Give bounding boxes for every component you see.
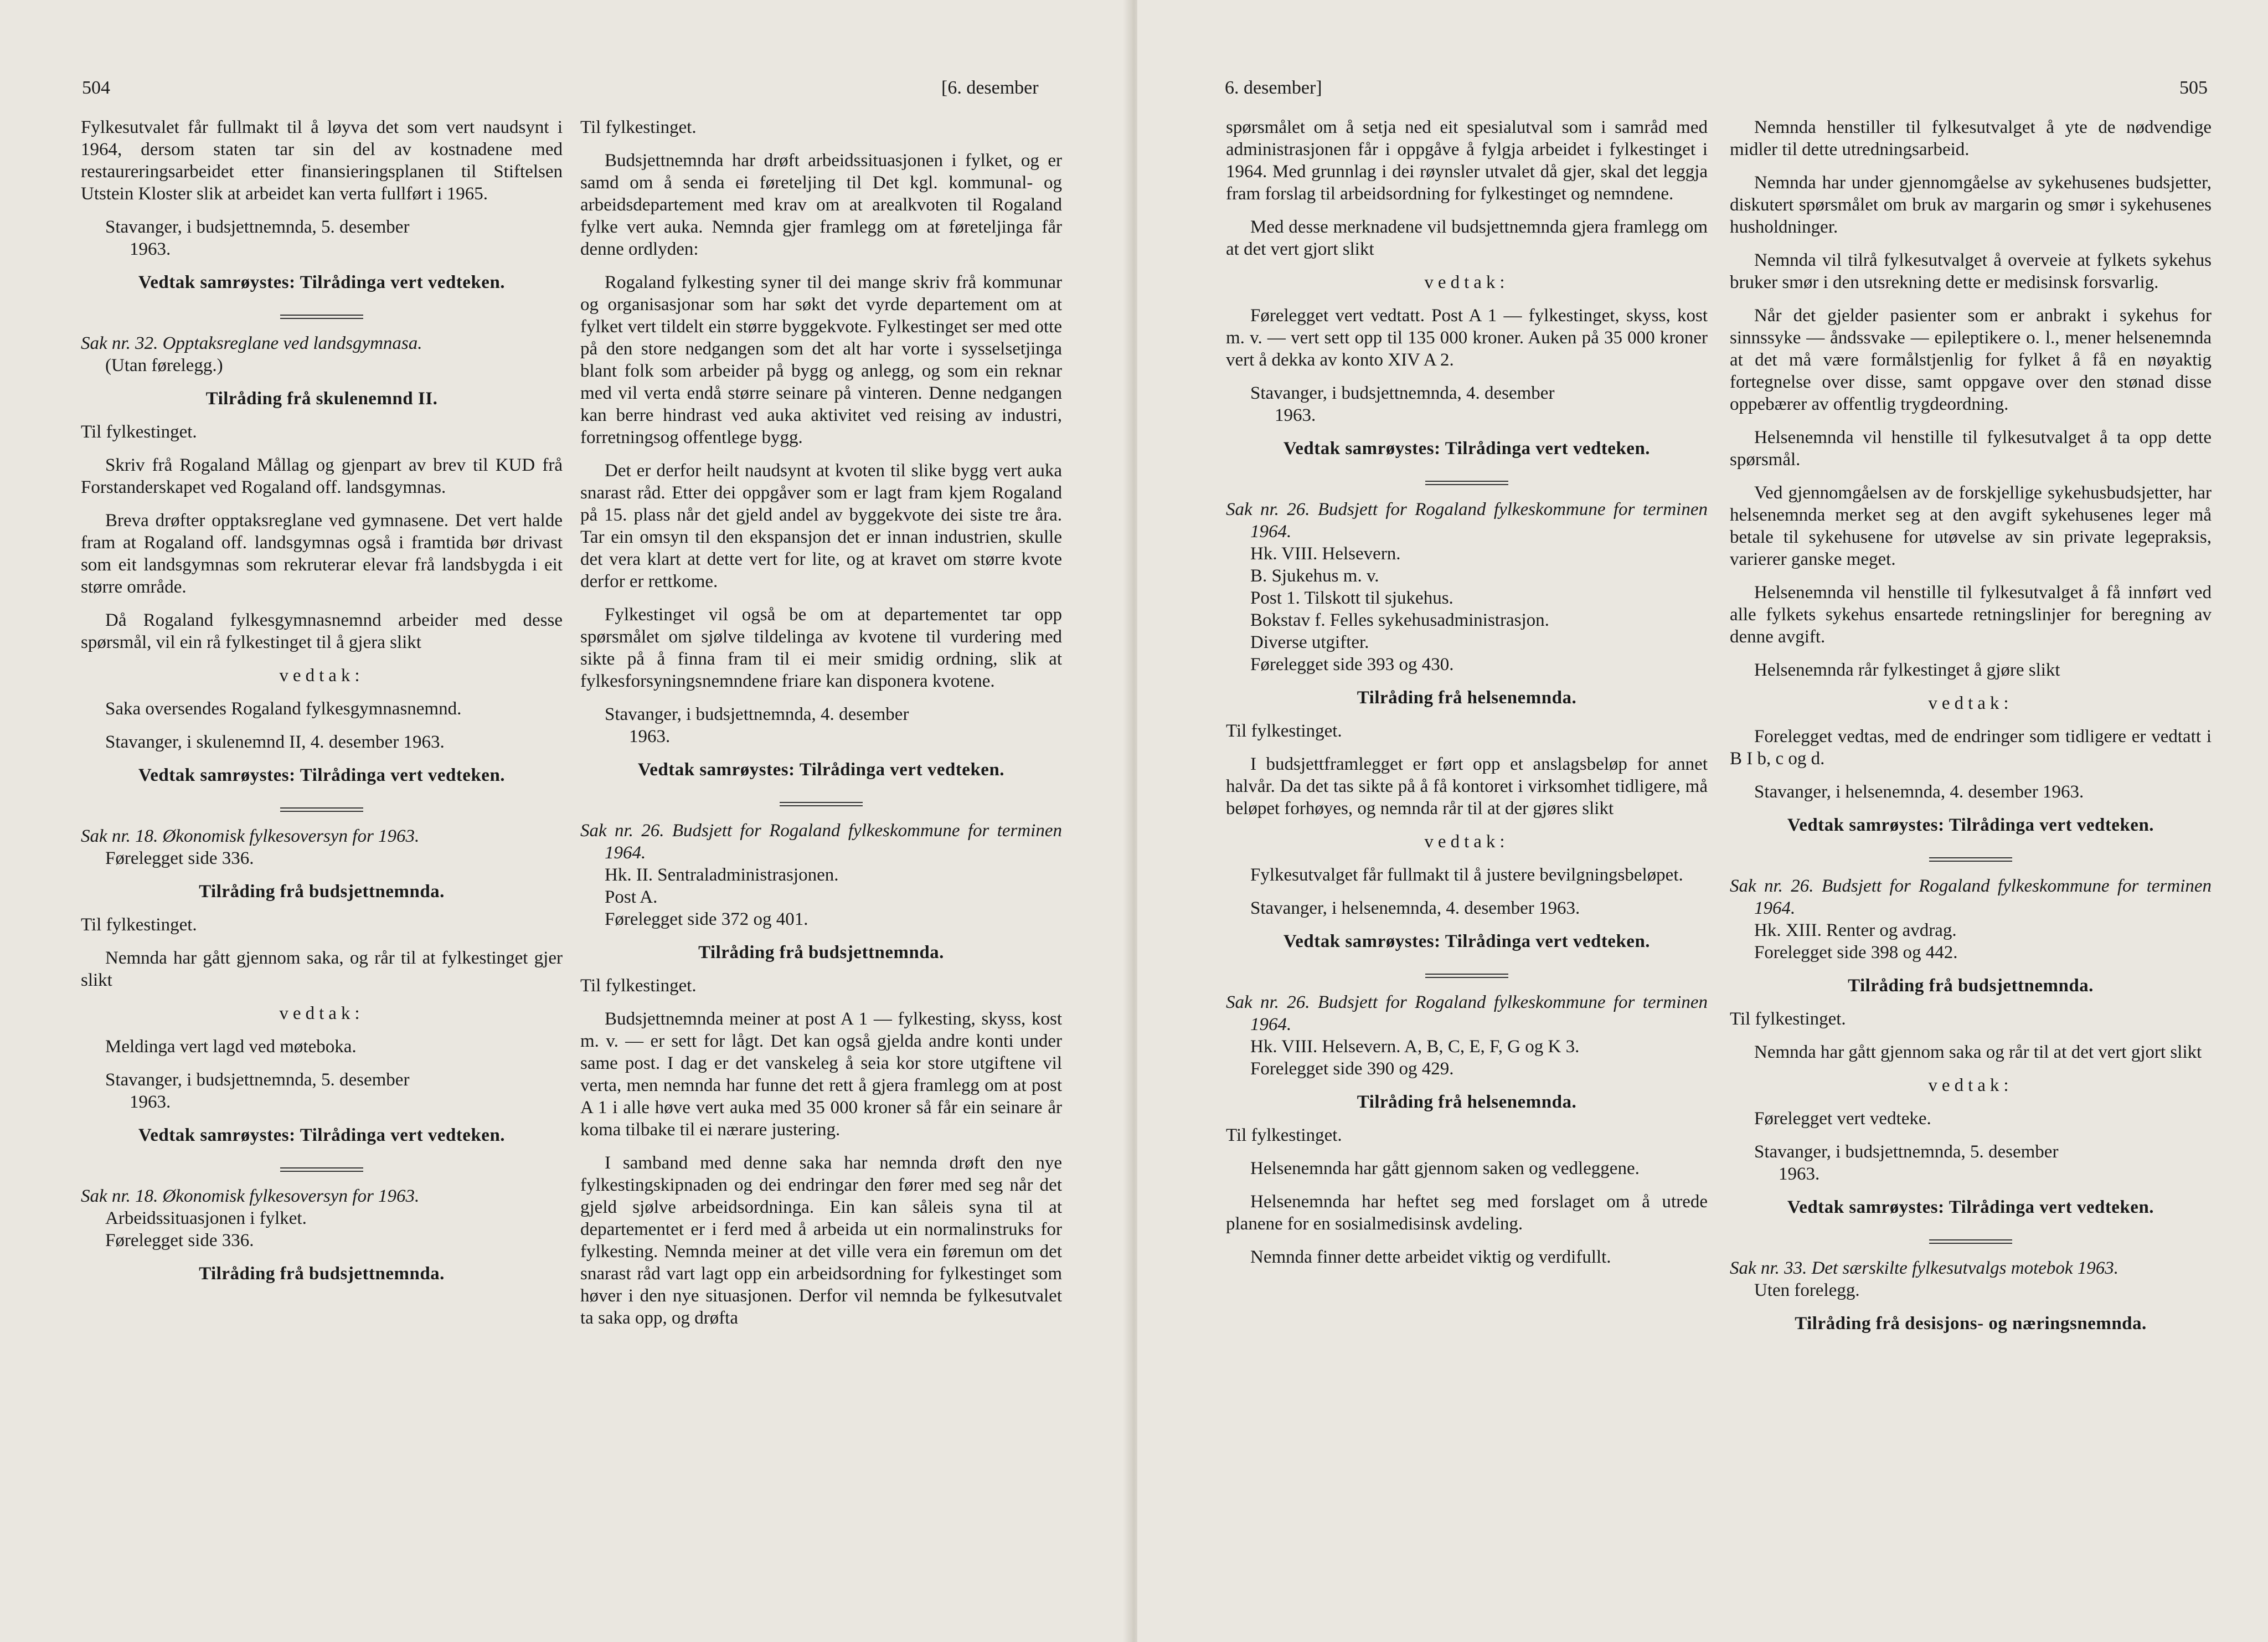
paragraph: Førelegget vert vedteke. (1754, 1109, 1931, 1129)
spacer (81, 260, 563, 271)
vedtak-label: vedtak: (279, 1003, 364, 1023)
case-detail: Bokstav f. Felles sykehusadministrasjon. (1250, 610, 1549, 630)
signature-year: 1963. (130, 1092, 171, 1112)
spacer (1730, 1218, 2212, 1229)
case-detail: (Utan førelegg.) (105, 356, 223, 375)
section-heading: Tilråding frå helsenemnda. (1357, 1092, 1577, 1112)
text-column (1226, 116, 1708, 1279)
signature-line (81, 1069, 563, 1113)
spacer (1226, 953, 1708, 964)
spacer (580, 260, 1062, 271)
section-heading: Tilråding frå desisjons- og næringsnemnda. (1795, 1314, 2147, 1334)
case-detail: Forelegget side 390 og 429. (1250, 1059, 1454, 1079)
spacer (81, 498, 563, 509)
case-detail: Hk. VIII. Helsevern. A, B, C, E, F, G og K 3. (1250, 1037, 1580, 1057)
spacer (1226, 1235, 1708, 1246)
paragraph: Nemnda finner dette arbeidet viktig og verdifullt. (1250, 1247, 1611, 1267)
spacer (81, 598, 563, 609)
case-detail: Post 1. Tilskott til sjukehus. (1250, 588, 1453, 608)
spacer (81, 653, 563, 665)
spacer (1226, 1113, 1708, 1124)
case-heading (81, 332, 563, 377)
signature-line (1226, 382, 1708, 426)
case-detail: Førelegget side 372 og 401. (605, 909, 808, 929)
section-divider (1929, 1239, 2012, 1244)
signature-line (81, 731, 563, 753)
case-title: Sak nr. 26. Budsjett for Rogaland fylkeskommune for terminen 1964. (580, 821, 1062, 863)
case-title: Sak nr. 32. Opptaksreglane ved landsgymnasa. (81, 333, 422, 353)
section-heading: Tilråding frå helsenemnda. (1357, 688, 1577, 708)
paragraph: Med desse merknadene vil budsjettnemnda gjera framlegg om at det vert gjort slikt (1226, 217, 1708, 259)
section-divider (1929, 857, 2012, 862)
case-detail: Hk. XIII. Renter og avdrag. (1754, 920, 1957, 940)
case-detail: Førelegget side 336. (105, 1231, 254, 1250)
spacer (81, 1146, 563, 1157)
spacer (1226, 205, 1708, 216)
spacer (580, 1141, 1062, 1152)
case-heading (580, 820, 1062, 930)
case-detail: Post A. (605, 887, 658, 907)
signature-year: 1963. (130, 239, 171, 259)
spacer (1226, 294, 1708, 305)
paragraph: I samband med denne saka har nemnda drøft den nye fylkestingskipnaden og dei endringar den fører med seg når det gjeld sjølve arbeidsordninga. Ein kan såleis syna til at departementet er i ferd med å arbeida ut ein normalinstruks for fylkesting. Nemnda meiner at det ville vera ein føremun om det snarast råd vart lagt opp ein arbeidsordning for fylkestinget som høver i den nye situasjonen. Derfor vil nemnda be fylkesutvalet ta saka opp, og drøfta (580, 1153, 1062, 1328)
paragraph: Helsenemnda vil henstille til fylkesutvalget å få innført ved alle fylkets sykehus ensartede retningslinjer for beregning av denne avgift. (1730, 583, 2212, 647)
paragraph: Fylkesutvalet får fullmakt til å løyva det som vert naudsynt i 1964, dersom staten tar sin del av kostnadene med restaureringsarbeidet etter finansieringsplanen til Stiftelsen Utstein Kloster slik at arbeidet kan verta fullført i 1965. (81, 117, 563, 204)
text-column (81, 116, 563, 1296)
spacer (580, 449, 1062, 460)
signature-place-date: Stavanger, i budsjettnemnda, 4. desember (605, 704, 909, 724)
signature-year: 1963. (1275, 405, 1316, 425)
signature-line (1226, 897, 1708, 919)
spacer (81, 1252, 563, 1263)
paragraph: Når det gjelder pasienter som er anbrakt i sykehus for sinnssyke — åndssvake — epileptikere o. l., mener helsenemnda at det må være formålstjenlig for fylket å få en nøyaktig fortegnelse over disse, samt oppgave over den stønad disse oppebærer av offentlig trygdeordning. (1730, 306, 2212, 414)
signature-line (81, 216, 563, 260)
spacer (81, 753, 563, 764)
paragraph: Meldinga vert lagd ved møteboka. (105, 1037, 357, 1057)
case-detail: Førelegget side 393 og 430. (1250, 655, 1454, 675)
paragraph: Nemnda har gått gjennom saka og rår til at det vert gjort slikt (1754, 1042, 2202, 1062)
spacer (1226, 820, 1708, 831)
paragraph: Til fylkestinget. (580, 976, 697, 996)
spacer (81, 903, 563, 914)
paragraph: Ved gjennomgåelsen av de forskjellige sykehusbudsjetter, har helsenemnda merket seg at den avgift sykehusenes leger må betale til sykehusene for utøvelse av sin private legepraksis, varierer ganske meget. (1730, 483, 2212, 569)
paragraph: I budsjettframlegget er ført opp et anslagsbeløp for annet halvår. Da det tas sikte på å få kontoret i virksomhet tidligere, må beløpet forhøyes, og nemnda rår til at der gjøres slikt (1226, 754, 1708, 819)
paragraph: Rogaland fylkesting syner til dei mange skriv frå kommunar og organisasjonar som har søkt det vyrde departement om at fylket vert tildelt ein større byggekvote. Fylkestinget ser med otte på den store nedgangen som det alt har vorte i sysselsetjinga blant folk som arbeider på bygg og anlegg, og som ein reknar med vil verta endå større seinare på vinteren. Denne nedgangen kan berre hindrast ved auka aktivitet ved reising av industri, forretningsog offentlege bygg. (580, 272, 1062, 447)
spacer (81, 1113, 563, 1124)
paragraph: Nemnda har gått gjennom saka, og rår til at fylkestinget gjer slikt (81, 948, 563, 990)
signature-year: 1963. (1779, 1164, 1820, 1184)
section-heading: Tilråding frå budsjettnemnda. (199, 882, 445, 902)
spacer (1730, 415, 2212, 426)
case-heading (1226, 498, 1708, 676)
paragraph: Nemnda vil tilrå fylkesutvalget å overveie at fylkets sykehus bruker smør i den utsrekning dette er medisinsk forsvarlig. (1730, 250, 2212, 292)
spacer (1730, 1185, 2212, 1196)
vedtak-label: vedtak: (1928, 1075, 2013, 1095)
case-heading (1730, 1257, 2212, 1301)
paragraph: Då Rogaland fylkesgymnasnemnd arbeider med desse spørsmål, vil ein rå fylkestinget til å gjera slikt (81, 610, 563, 652)
paragraph: Forelegget vedtas, med de endringer som tidligere er vedtatt i B I b, c og d. (1730, 727, 2212, 769)
section-divider (1425, 974, 1508, 978)
signature-line (1730, 1141, 2212, 1185)
paragraph: Til fylkestinget. (580, 117, 697, 137)
spacer (1730, 294, 2212, 305)
signature-year: 1963. (629, 727, 671, 747)
spacer (1226, 853, 1708, 864)
spacer (1226, 1268, 1708, 1279)
case-detail: Hk. II. Sentraladministrasjonen. (605, 865, 839, 885)
spacer (1730, 570, 2212, 581)
text-column (1730, 116, 2212, 1346)
spacer (1730, 1301, 2212, 1312)
spacer (1730, 1130, 2212, 1141)
spacer (580, 138, 1062, 150)
signature-place-date: Stavanger, i budsjettnemnda, 5. desember (1754, 1142, 2059, 1162)
signature-place-date: Stavanger, i budsjettnemnda, 5. desember (105, 217, 410, 237)
case-title: Sak nr. 26. Budsjett for Rogaland fylkeskommune for terminen 1964. (1226, 500, 1708, 542)
spacer (81, 786, 563, 797)
spacer (580, 593, 1062, 604)
spacer (1730, 770, 2212, 781)
paragraph: Budsjettnemnda meiner at post A 1 — fylkesting, skyss, kost m. v. — er sett for lågt. Det kan også gjelda andre konti under same post. I dag er det vanskeleg å seia kor store utgiftene vil verta, men nemnda har funne det rett å gjera framlegg om at post A 1 i alle høve vert auka med 35 000 kroner så får ein seinare år koma tilbake til ei nærare justering. (580, 1009, 1062, 1140)
paragraph: Skriv frå Rogaland Mållag og gjenpart av brev til KUD frå Forstanderskapet ved Rogaland off. landsgymnas. (81, 455, 563, 497)
signature-place-date: Stavanger, i skulenemnd II, 4. desember 1963. (105, 732, 445, 752)
spacer (81, 869, 563, 881)
spacer (81, 410, 563, 421)
vedtak-label: vedtak: (279, 666, 364, 686)
spacer (81, 991, 563, 1002)
paragraph: spørsmålet om å setja ned eit spesialutval som i samråd med administrasjonen får i oppgåve å fylgja arbeidet i fylkestinget i 1964. Med grunnlag i dei røynsler utvalet då gjer, skal det leggja fram forslag til arbeidsordning for fylkestinget og nemndene. (1226, 117, 1708, 204)
spacer (1730, 997, 2212, 1008)
spacer (1226, 260, 1708, 271)
paragraph: Helsenemnda har heftet seg med forslaget om å utrede planene for en sosialmedisinsk avdeling. (1226, 1192, 1708, 1234)
page-number: 505 (2179, 78, 2208, 98)
text-column (580, 116, 1062, 1340)
case-heading (1730, 875, 2212, 964)
paragraph: Saka oversendes Rogaland fylkesgymnasnemnd. (105, 699, 462, 719)
section-heading: Tilråding frå skulenemnd II. (205, 389, 438, 409)
signature-place-date: Stavanger, i helsenemnda, 4. desember 1963. (1250, 898, 1580, 918)
case-title: Sak nr. 26. Budsjett for Rogaland fylkeskommune for terminen 1964. (1730, 876, 2212, 918)
section-heading: Vedtak samrøystes: Tilrådinga vert vedteken. (1787, 1197, 2154, 1217)
spacer (81, 720, 563, 731)
section-divider (280, 807, 363, 812)
spacer (1730, 681, 2212, 692)
spacer (1730, 714, 2212, 725)
paragraph: Fylkestinget vil også be om at departementet tar opp spørsmålet om sjølve tildelinga av kvotene til vurdering med sikte på å finna fram til ei meir smidig ordning, slik at fylkesforsyningsnemndene friare kan disponera kvotene. (580, 605, 1062, 691)
spacer (580, 692, 1062, 703)
spacer (1730, 471, 2212, 482)
paragraph: Budsjettnemnda har drøft arbeidssituasjonen i fylket, og er samd om å senda ei føreteljing til Det kgl. kommunal- og arbeidsdepartement med krav om at arealkvoten til Rogaland fylke vert auka. Nemnda gjer framlegg om at føreteljinga får denne ordlyden: (580, 151, 1062, 259)
case-heading (81, 1185, 563, 1252)
paragraph: Breva drøfter opptaksreglane ved gymnasene. Det vert halde fram at Rogaland off. landsgymnas også i framtida bør drivast som eit landsgymnas som rekruterar elevar frå landsbygda i eit større område. (81, 511, 563, 597)
spacer (580, 781, 1062, 792)
paragraph: Til fylkestinget. (1226, 1125, 1342, 1145)
spacer (1730, 803, 2212, 814)
section-heading: Tilråding frå budsjettnemnda. (199, 1264, 445, 1284)
spacer (1226, 919, 1708, 930)
paragraph: Helsenemnda har gått gjennom saken og vedleggene. (1250, 1159, 1640, 1178)
case-heading (81, 825, 563, 869)
spacer (1226, 1180, 1708, 1191)
spacer (81, 294, 563, 305)
page-right (1137, 0, 2268, 1642)
spacer (1730, 836, 2212, 847)
page-number: 504 (82, 78, 110, 98)
vedtak-label: vedtak: (1424, 272, 1509, 292)
spacer (1226, 1080, 1708, 1091)
spacer (1226, 886, 1708, 897)
case-detail: Diverse utgifter. (1250, 632, 1369, 652)
spacer (1730, 161, 2212, 172)
paragraph: Førelegget vert vedtatt. Post A 1 — fylkestinget, skyss, kost m. v. — vert sett opp til 135 000 kroner. Auken på 35 000 kroner vert å dekka av konto XIV A 2. (1226, 306, 1708, 370)
spacer (1730, 1063, 2212, 1074)
paragraph: Til fylkestinget. (81, 422, 197, 442)
spacer (1226, 742, 1708, 753)
case-detail: Forelegget side 398 og 442. (1754, 943, 1958, 962)
case-detail: Førelegget side 336. (105, 848, 254, 868)
case-title: Sak nr. 33. Det særskilte fylkesutvalgs motebok 1963. (1730, 1258, 2119, 1278)
section-heading: Vedtak samrøystes: Tilrådinga vert vedteken. (138, 765, 506, 785)
spacer (1226, 426, 1708, 437)
spacer (81, 443, 563, 454)
section-heading: Tilråding frå budsjettnemnda. (1848, 976, 2094, 996)
spacer (1730, 238, 2212, 249)
paragraph: Det er derfor heilt naudsynt at kvoten til slike bygg vert auka snarast råd. Etter dei oppgåver som er lagt fram kjem Rogaland på 15. plass når det gjeld andel av byggekvote dei siste tre åra. Tar ein omsyn til den ekspansjon det er innan industrien, skulle det vera klart at dette vert for lite, og at kravet om større kvote derfor er rettkome. (580, 461, 1062, 591)
spacer (1226, 460, 1708, 471)
spacer (580, 1329, 1062, 1340)
spacer (1730, 1335, 2212, 1346)
case-detail: Uten forelegg. (1754, 1280, 1860, 1300)
spacer (1730, 1030, 2212, 1041)
paragraph: Nemnda henstiller til fylkesutvalget å yte de nødvendige midler til dette utredningsarbeid. (1730, 117, 2212, 159)
vedtak-label: vedtak: (1928, 693, 2013, 713)
spacer (1730, 1097, 2212, 1108)
paragraph: Til fylkestinget. (81, 915, 197, 935)
case-detail: Hk. VIII. Helsevern. (1250, 544, 1401, 564)
paragraph: Helsenemnda vil henstille til fylkesutvalget å ta opp dette spørsmål. (1730, 428, 2212, 470)
paragraph: Til fylkestinget. (1226, 721, 1342, 741)
spacer (81, 377, 563, 388)
spacer (1226, 676, 1708, 687)
running-header: [6. desember (941, 78, 1039, 98)
section-divider (280, 1167, 363, 1172)
section-heading: Vedtak samrøystes: Tilrådinga vert vedteken. (138, 272, 506, 292)
signature-place-date: Stavanger, i budsjettnemnda, 4. desember (1250, 383, 1555, 403)
spacer (1730, 648, 2212, 659)
running-header: 6. desember] (1225, 78, 1322, 98)
case-detail: B. Sjukehus m. v. (1250, 566, 1379, 586)
section-heading: Vedtak samrøystes: Tilrådinga vert vedteken. (637, 760, 1005, 780)
section-heading: Vedtak samrøystes: Tilrådinga vert vedteken. (138, 1125, 506, 1145)
spacer (1226, 371, 1708, 382)
signature-place-date: Stavanger, i budsjettnemnda, 5. desember (105, 1070, 410, 1090)
spacer (580, 964, 1062, 975)
section-heading: Tilråding frå budsjettnemnda. (698, 943, 944, 962)
spacer (580, 748, 1062, 759)
signature-line (580, 703, 1062, 748)
spacer (81, 205, 563, 216)
section-divider (280, 315, 363, 319)
section-divider (1425, 481, 1508, 485)
spacer (81, 1025, 563, 1036)
paragraph: Til fylkestinget. (1730, 1009, 1846, 1029)
spacer (81, 936, 563, 947)
section-heading: Vedtak samrøystes: Tilrådinga vert vedteken. (1283, 931, 1651, 951)
paragraph: Nemnda har under gjennomgåelse av sykehusenes budsjetter, diskutert spørsmålet om bruk av margarin og smør i sykehusenes husholdninger. (1730, 173, 2212, 237)
spacer (580, 930, 1062, 941)
signature-place-date: Stavanger, i helsenemnda, 4. desember 1963. (1754, 782, 2084, 802)
section-divider (780, 802, 863, 806)
spacer (81, 1285, 563, 1296)
case-heading (1226, 991, 1708, 1080)
spacer (81, 1058, 563, 1069)
case-title: Sak nr. 26. Budsjett for Rogaland fylkeskommune for terminen 1964. (1226, 992, 1708, 1034)
case-title: Sak nr. 18. Økonomisk fylkesoversyn for 1963. (81, 1186, 420, 1206)
case-detail: Arbeidssituasjonen i fylket. (105, 1208, 307, 1228)
spacer (580, 997, 1062, 1008)
section-heading: Vedtak samrøystes: Tilrådinga vert vedteken. (1787, 815, 2154, 835)
case-title: Sak nr. 18. Økonomisk fylkesoversyn for 1963. (81, 826, 420, 846)
spacer (1730, 964, 2212, 975)
paragraph: Helsenemnda rår fylkestinget å gjøre slikt (1754, 660, 2060, 680)
spacer (1226, 709, 1708, 720)
spacer (81, 687, 563, 698)
section-heading: Vedtak samrøystes: Tilrådinga vert vedteken. (1283, 439, 1651, 459)
spacer (1226, 1146, 1708, 1157)
vedtak-label: vedtak: (1424, 832, 1509, 852)
paragraph: Fylkesutvalget får fullmakt til å justere bevilgningsbeløpet. (1250, 865, 1683, 885)
page-left (0, 0, 1131, 1642)
signature-line (1730, 781, 2212, 803)
